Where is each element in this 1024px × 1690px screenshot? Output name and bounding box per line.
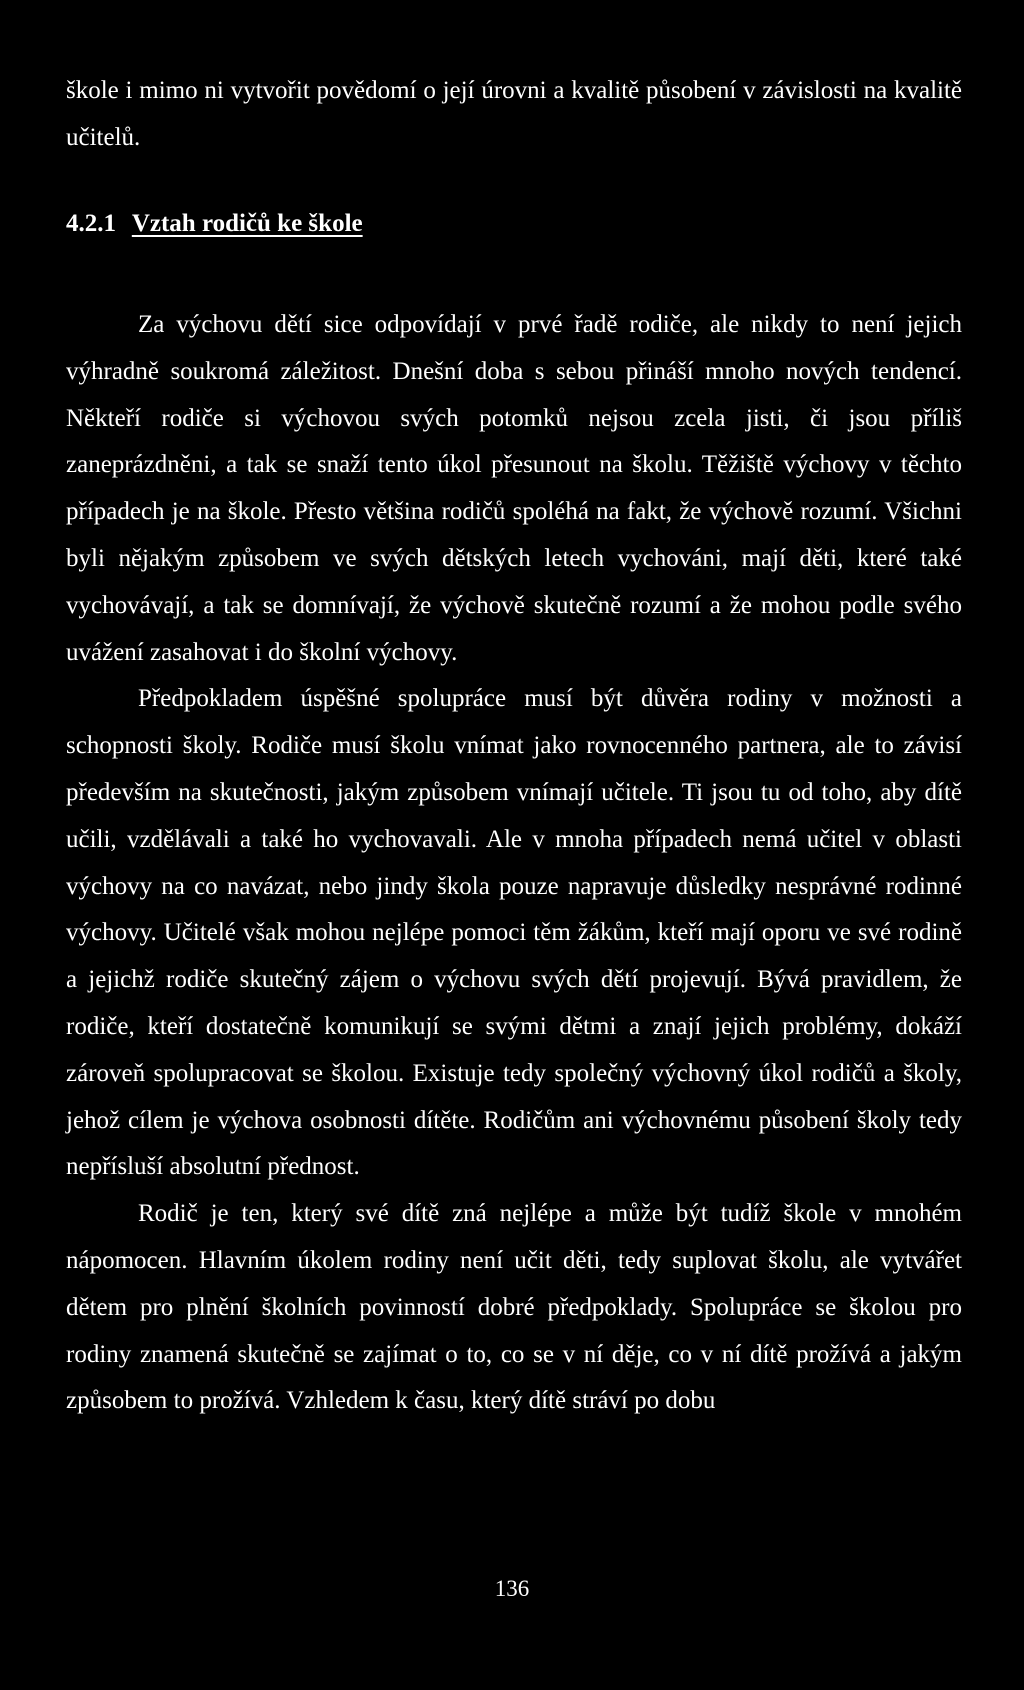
paragraph-3: Rodič je ten, který své dítě zná nejlépe a může být tudíž škole v mnohém nápomocen. Hlavním úkolem rodiny není učit děti, tedy suplovat školu, ale vytvářet dětem pro plnění školních povinností dobré předpoklady. Spolupráce se školou pro rodiny znamená skutečně se zajímat o to, co se v ní děje, co v ní dítě prožívá a jakým způsobem to prožívá. Vzhledem k času, který dítě stráví po dobu <box>66 1200 962 1415</box>
section-body <box>66 302 962 1425</box>
page-number: 136 <box>494 1576 530 1601</box>
intro-paragraph: škole i mimo ni vytvořit povědomí o její úrovni a kvalitě působení v závislosti na kvalitě učitelů. <box>66 77 962 151</box>
paragraph-1: Za výchovu dětí sice odpovídají v prvé řadě rodiče, ale nikdy to není jejich výhradně soukromá záležitost. Dnešní doba s sebou přináší mnoho nových tendencí. Někteří rodiče si výchovou svých potomků nejsou zcela jisti, či jsou příliš zaneprázdněni, a tak se snaží tento úkol přesunout na školu. Těžiště výchovy v těchto případech je na škole. Přesto většina rodičů spoléhá na fakt, že výchově rozumí. Všichni byli nějakým způsobem ve svých dětských letech vychováni, mají děti, které také vychovávají, a tak se domnívají, že výchově skutečně rozumí a že mohou podle svého uvážení zasahovat i do školní výchovy. <box>66 311 962 666</box>
section-heading <box>66 210 363 238</box>
paragraph-2: Předpokladem úspěšné spolupráce musí být důvěra rodiny v možnosti a schopnosti školy. Rodiče musí školu vnímat jako rovnocenného partnera, ale to závisí především na skutečnosti, jakým způsobem vnímají učitele. Ti jsou tu od toho, aby dítě učili, vzdělávali a také ho vychovavali. Ale v mnoha případech nemá učitel v oblasti výchovy na co navázat, nebo jindy škola pouze napravuje důsledky nesprávné rodinné výchovy. Učitelé však mohou nejlépe pomoci těm žákům, kteří mají oporu ve své rodině a jejichž rodiče skutečný zájem o výchovu svých dětí projevují. Bývá pravidlem, že rodiče, kteří dostatečně komunikují se svými dětmi a znají jejich problémy, dokáží zároveň spolupracovat se školou. Existuje tedy společný výchovný úkol rodičů a školy, jehož cílem je výchova osobnosti dítěte. Rodičům ani výchovnému působení školy tedy nepřísluší absolutní přednost. <box>66 685 962 1181</box>
section-number: 4.2.1 <box>66 210 116 237</box>
section-title: Vztah rodičů ke škole <box>131 210 363 237</box>
